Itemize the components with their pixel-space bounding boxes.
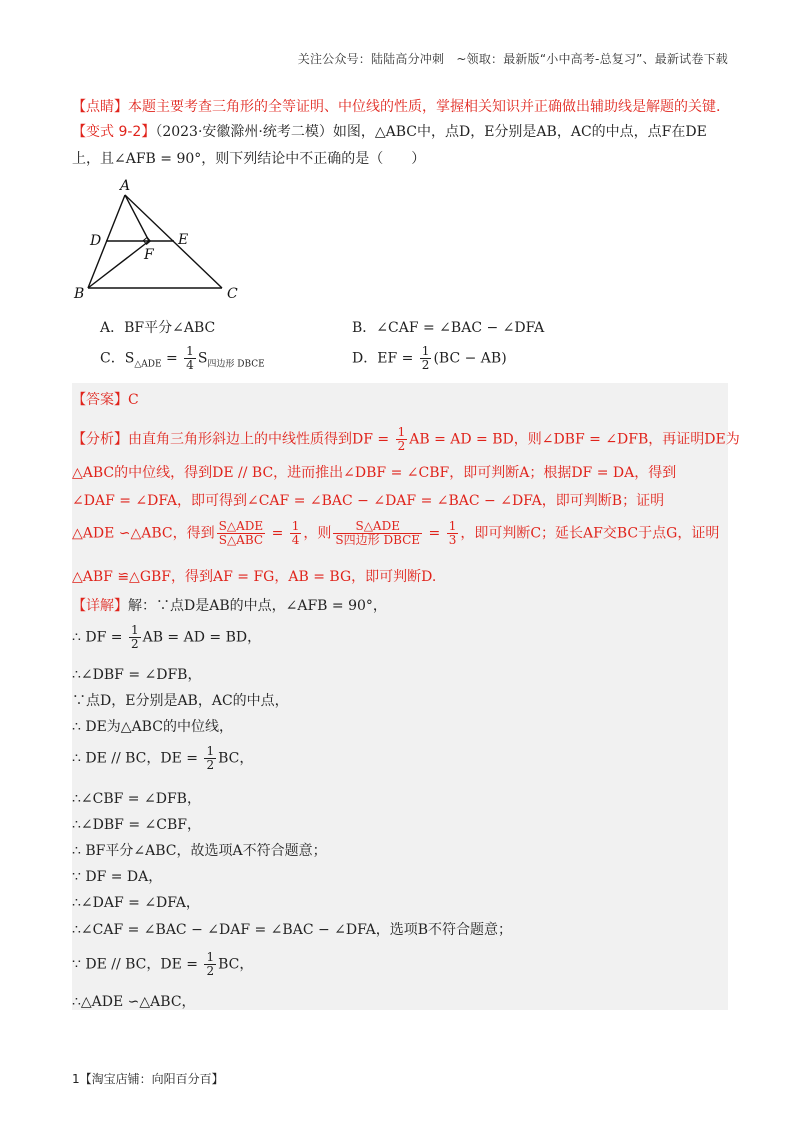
analysis-tag: 【分析】 xyxy=(72,431,128,448)
dianjing-line xyxy=(72,96,720,116)
problem-text-1: （2023·安徽滁州·统考二模）如图，△ABC中，点D，E分别是AB，AC的中点，点F在DE xyxy=(155,124,707,140)
detail-line-9: ∴ BF平分∠ABC，故选项A不符合题意； xyxy=(72,843,327,859)
answer-line xyxy=(72,389,139,409)
analysis-fraction-5: $\frac{1}{3}$ xyxy=(448,519,457,547)
detail-tag: 【详解】 xyxy=(72,598,128,614)
analysis-line-4: △ADE ∽△ABC，得到 $\frac{\text{S△ADE}}{\text{S△ABC}}$ = $\frac{1}{4}$ ，则 $\frac{\text{S△ADE}}{\text{S四边形 DBCE}}$ = $\frac{1}{3}$ ，即可判断C；延长AF交BC于点G，证明 xyxy=(72,519,720,547)
detail-fraction-1: $\frac{1}{2}$ xyxy=(130,623,139,651)
detail-line-6: ∴ DE // BC，DE = $\frac{1}{2}$ BC， xyxy=(72,744,254,772)
analysis-fraction-2: $\frac{\text{S△ADE}}{\text{S△ABC}}$ xyxy=(218,519,264,547)
answer-tag: 【答案】 xyxy=(72,392,128,408)
analysis-line-5: △ABF ≌△GBF，得到AF = FG，AB = BG，即可判断D. xyxy=(72,569,437,585)
detail-line-13: ∵ DE // BC，DE = $\frac{1}{2}$ BC， xyxy=(72,950,254,978)
analysis-fraction-3: $\frac{1}{4}$ xyxy=(291,519,300,547)
option-d-prefix: D．EF = xyxy=(352,350,418,367)
option-d-suffix: (BC − AB) xyxy=(433,350,507,367)
page-footer: 1【淘宝店铺：向阳百分百】 xyxy=(72,1072,224,1086)
dianjing-text: 本题主要考查三角形的全等证明、中位线的性质，掌握相关知识并正确做出辅助线是解题的关键. xyxy=(128,99,721,115)
label-d: D xyxy=(90,233,102,249)
label-f: F xyxy=(144,247,154,263)
option-c-eq: = xyxy=(161,350,183,367)
option-a: A．BF平分∠ABC xyxy=(100,320,216,336)
detail-line-1: 【详解】解：∵点D是AB的中点，∠AFB = 90°， xyxy=(72,598,387,614)
option-c-sub2: 四边形 DBCE xyxy=(207,359,265,370)
detail-fraction-3: $\frac{1}{2}$ xyxy=(206,950,215,978)
analysis-fraction-1: $\frac{1}{2}$ xyxy=(397,425,406,453)
option-d-fraction: $\frac{1}{2}$ xyxy=(421,344,430,372)
triangle-figure xyxy=(70,178,250,303)
page-header: 关注公众号：陆陆高分冲刺 ~领取：最新版“小中高考-总复习”、最新试卷下载 xyxy=(297,52,728,66)
label-c: C xyxy=(227,286,238,302)
option-c xyxy=(100,345,265,372)
option-c-s: S xyxy=(197,350,208,367)
dianjing-tag: 【点睛】 xyxy=(72,99,128,115)
detail-line-8: ∴∠DBF = ∠CBF， xyxy=(72,817,201,833)
analysis-fraction-4: $\frac{\text{S△ADE}}{\text{S四边形 DBCE}}$ xyxy=(335,519,421,547)
problem-line-1 xyxy=(72,121,707,141)
detail-line-7: ∴∠CBF = ∠DFB， xyxy=(72,791,201,807)
detail-line-2: ∴ DF = $\frac{1}{2}$ AB = AD = BD， xyxy=(72,623,262,651)
detail-line-4: ∵点D，E分别是AB，AC的中点， xyxy=(72,693,289,709)
analysis-line-1: 【分析】由直角三角形斜边上的中线性质得到DF = $\frac{1}{2}$ AB = AD = BD，则∠DBF = ∠DFB，再证明DE为 xyxy=(72,425,740,453)
label-b: B xyxy=(74,286,85,302)
detail-fraction-2: $\frac{1}{2}$ xyxy=(206,744,215,772)
detail-line-5: ∴ DE为△ABC的中位线， xyxy=(72,719,233,735)
label-a: A xyxy=(120,178,131,194)
answer-value: C xyxy=(128,392,139,408)
option-d xyxy=(352,345,507,372)
analysis-line-2: △ABC的中位线，得到DE // BC，进而推出∠DBF = ∠CBF，即可判断A；根据DF = DA，得到 xyxy=(72,465,677,481)
detail-line-10: ∵ DF = DA， xyxy=(72,869,163,885)
analysis-line-3: ∠DAF = ∠DFA，即可得到∠CAF = ∠BAC − ∠DAF = ∠BAC − ∠DFA，即可判断B；证明 xyxy=(72,493,665,509)
segment-af xyxy=(125,195,149,241)
detail-line-11: ∴∠DAF = ∠DFA， xyxy=(72,895,200,911)
option-c-sub1: △ADE xyxy=(134,359,162,370)
option-b: B．∠CAF = ∠BAC − ∠DFA xyxy=(352,320,545,336)
option-c-fraction: $\frac{1}{4}$ xyxy=(186,344,194,372)
detail-line-3: ∴∠DBF = ∠DFB， xyxy=(72,667,202,683)
detail-line-12: ∴∠CAF = ∠BAC − ∠DAF = ∠BAC − ∠DFA，选项B不符合题意； xyxy=(72,922,513,938)
option-c-prefix: C．S xyxy=(100,350,135,367)
label-e: E xyxy=(178,232,189,248)
problem-tag: 【变式 9-2】 xyxy=(72,124,156,140)
detail-line-14: ∴△ADE ∽△ABC， xyxy=(72,994,196,1010)
problem-line-2: 上，且∠AFB = 90°，则下列结论中不正确的是（ ） xyxy=(72,151,426,167)
